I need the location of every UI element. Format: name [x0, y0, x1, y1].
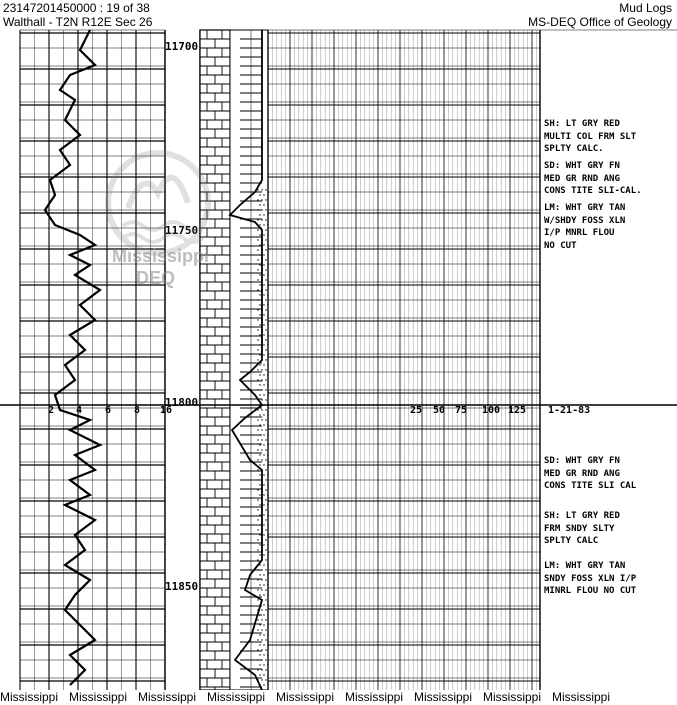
agency-name: MS-DEQ Office of Geology	[528, 15, 672, 29]
rate-scale-8: 8	[134, 405, 141, 416]
lithology-description: LM: WHT GRY TAN W/SHDY FOSS XLN I/P MNRL FLOU NO CUT	[544, 203, 626, 251]
rate-scale-6: 6	[105, 405, 112, 416]
depth-label-11700: 11700	[165, 40, 199, 53]
gas-scale-75: 75	[455, 405, 468, 416]
rate-scale-16: 16	[160, 405, 173, 416]
footer-text: Mississippi	[138, 690, 197, 704]
footer-text: Mississippi	[0, 690, 59, 704]
footer-text: Mississippi	[276, 690, 335, 704]
gas-scale-25: 25	[410, 405, 423, 416]
rate-scale-2: 2	[48, 405, 55, 416]
well-location: Walthall - T2N R12E Sec 26	[3, 15, 153, 29]
footer-text: Mississippi	[483, 690, 542, 704]
footer-text: Mississippi	[207, 690, 266, 704]
gas-scale-50: 50	[433, 405, 446, 416]
depth-label-11850: 11850	[165, 580, 199, 593]
watermark-text-line2: DEQ	[136, 268, 176, 288]
watermark-text-line1: Mississippi	[112, 246, 210, 266]
footer-watermark-strip	[0, 690, 677, 705]
log-date: 1-21-83	[548, 405, 591, 416]
footer-text: Mississippi	[552, 690, 611, 704]
depth-label-11800: 11800	[165, 396, 199, 409]
lithology-description: SH: LT GRY RED FRM SNDY SLTY SPLTY CALC	[544, 511, 620, 546]
lithology-description: SD: WHT GRY FN MED GR RND ANG CONS TITE SLI-CAL.	[544, 161, 642, 196]
footer-text: Mississippi	[69, 690, 128, 704]
document-id-page: 23147201450000 : 19 of 38	[3, 1, 150, 15]
footer-text: Mississippi	[345, 690, 404, 704]
rate-scale-4: 4	[76, 405, 83, 416]
lithology-description: SH: LT GRY RED MULTI COL FRM SLT SPLTY CALC.	[544, 119, 637, 154]
footer-text: Mississippi	[414, 690, 473, 704]
depth-label-11750: 11750	[165, 224, 199, 237]
document-type: Mud Logs	[619, 1, 672, 15]
lithology-description: LM: WHT GRY TAN SNDY FOSS XLN I/P MINRL FLOU NO CUT	[544, 561, 637, 596]
gas-scale-100: 100	[482, 405, 501, 416]
gas-scale-125: 125	[508, 405, 527, 416]
lithology-description: SD: WHT GRY FN MED GR RND ANG CONS TITE SLI CAL	[544, 456, 637, 491]
